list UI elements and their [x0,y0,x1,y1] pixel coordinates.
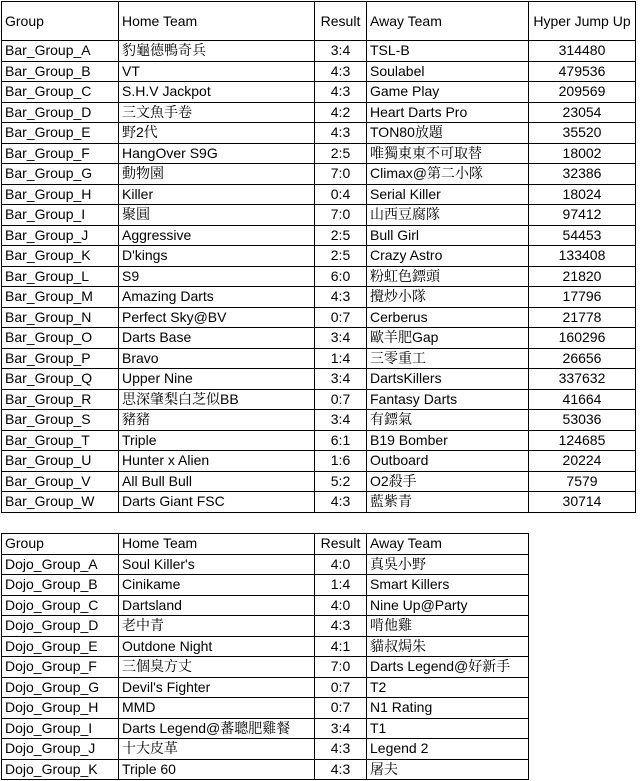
group-cell: Dojo_Group_D [2,616,119,637]
group-cell: Bar_Group_K [2,246,119,267]
result-cell: 1:4 [315,575,367,596]
hyper-jump-up-cell: 133408 [529,246,636,267]
home-team-cell: Darts Base [119,328,315,349]
result-cell: 7:0 [315,164,367,185]
table-row [2,430,636,451]
result-cell: 0:7 [315,698,367,719]
table-row [2,205,636,226]
home-team-cell: 豬豬 [119,410,315,431]
hyper-jump-up-cell: 314480 [529,41,636,62]
group-cell: Bar_Group_O [2,328,119,349]
result-cell: 2:5 [315,225,367,246]
group-cell: Bar_Group_D [2,102,119,123]
table-row [2,164,636,185]
away-team-cell: Darts Legend@好新手 [367,657,529,678]
home-team-cell: Soul Killer's [119,554,315,575]
hyper-jump-up-cell: 7579 [529,471,636,492]
header-result: Result [315,2,367,41]
header-home-team: Home Team [119,2,315,41]
result-cell: 4:1 [315,636,367,657]
group-cell: Bar_Group_W [2,492,119,513]
away-team-cell: 唯獨東東不可取替 [367,143,529,164]
away-team-cell: Outboard [367,451,529,472]
hyper-jump-up-cell: 18002 [529,143,636,164]
group-cell: Bar_Group_Q [2,369,119,390]
table-row [2,410,636,431]
hyper-jump-up-cell: 54453 [529,225,636,246]
group-cell: Dojo_Group_C [2,595,119,616]
away-team-cell: Game Play [367,82,529,103]
table-row [2,451,636,472]
hyper-jump-up-cell: 17796 [529,287,636,308]
group-cell: Bar_Group_S [2,410,119,431]
result-cell: 7:0 [315,205,367,226]
result-cell: 4:2 [315,102,367,123]
result-cell: 1:6 [315,451,367,472]
table-row [2,184,636,205]
home-team-cell: Upper Nine [119,369,315,390]
away-team-cell: Heart Darts Pro [367,102,529,123]
result-cell: 4:3 [315,739,367,760]
away-team-cell: O2殺手 [367,471,529,492]
table-row [2,492,636,513]
group-cell: Bar_Group_V [2,471,119,492]
result-cell: 4:3 [315,492,367,513]
result-cell: 0:4 [315,184,367,205]
home-team-cell: Devil's Fighter [119,677,315,698]
table-row [2,636,529,657]
header-hyper-jump-up: Hyper Jump Up [529,2,636,41]
table-row [2,616,529,637]
table-row [2,82,636,103]
hyper-jump-up-cell: 26656 [529,348,636,369]
hyper-jump-up-cell: 35520 [529,123,636,144]
group-cell: Bar_Group_J [2,225,119,246]
table-row [2,554,529,575]
group-cell: Bar_Group_P [2,348,119,369]
away-team-cell: 屠夫 [367,759,529,780]
hyper-jump-up-cell: 124685 [529,430,636,451]
away-team-cell: TSL-B [367,41,529,62]
home-team-cell: Outdone Night [119,636,315,657]
home-team-cell: Perfect Sky@BV [119,307,315,328]
table-row [2,657,529,678]
result-cell: 6:1 [315,430,367,451]
result-cell: 4:0 [315,595,367,616]
home-team-cell: Darts Legend@蕃聰肥雞餐 [119,718,315,739]
result-cell: 4:3 [315,759,367,780]
result-cell: 3:4 [315,328,367,349]
hyper-jump-up-cell: 337632 [529,369,636,390]
result-cell: 4:3 [315,287,367,308]
away-team-cell: 啃他雞 [367,616,529,637]
table-row [2,225,636,246]
away-team-cell: 有鏢氣 [367,410,529,431]
group-cell: Dojo_Group_I [2,718,119,739]
group-cell: Bar_Group_A [2,41,119,62]
group-cell: Dojo_Group_H [2,698,119,719]
table-row [2,348,636,369]
group-cell: Dojo_Group_F [2,657,119,678]
home-team-cell: Triple 60 [119,759,315,780]
result-cell: 4:3 [315,123,367,144]
table-row [2,266,636,287]
away-team-cell: Legend 2 [367,739,529,760]
result-cell: 0:7 [315,389,367,410]
home-team-cell: All Bull Bull [119,471,315,492]
result-cell: 3:4 [315,410,367,431]
home-team-cell: MMD [119,698,315,719]
bar-header-row [2,2,636,41]
hyper-jump-up-cell: 53036 [529,410,636,431]
away-team-cell: 真吳小野 [367,554,529,575]
home-team-cell: 豹龜德鴨奇兵 [119,41,315,62]
away-team-cell: 三零重工 [367,348,529,369]
group-cell: Bar_Group_G [2,164,119,185]
group-cell: Bar_Group_C [2,82,119,103]
table-row [2,287,636,308]
result-cell: 5:2 [315,471,367,492]
header-result: Result [315,534,367,555]
header-away-team: Away Team [367,2,529,41]
home-team-cell: VT [119,61,315,82]
home-team-cell: 三文魚手卷 [119,102,315,123]
hyper-jump-up-cell: 32386 [529,164,636,185]
away-team-cell: 歐羊肥Gap [367,328,529,349]
result-cell: 4:0 [315,554,367,575]
away-team-cell: DartsKillers [367,369,529,390]
home-team-cell: S9 [119,266,315,287]
result-cell: 3:4 [315,41,367,62]
table-row [2,759,529,780]
group-cell: Bar_Group_T [2,430,119,451]
hyper-jump-up-cell: 21778 [529,307,636,328]
result-cell: 3:4 [315,369,367,390]
result-cell: 4:3 [315,616,367,637]
home-team-cell: Hunter x Alien [119,451,315,472]
away-team-cell: Fantasy Darts [367,389,529,410]
table-row [2,389,636,410]
result-cell: 2:5 [315,143,367,164]
result-cell: 1:4 [315,348,367,369]
dojo-header-row [2,534,529,555]
hyper-jump-up-cell: 23054 [529,102,636,123]
group-cell: Dojo_Group_J [2,739,119,760]
hyper-jump-up-cell: 209569 [529,82,636,103]
table-row [2,739,529,760]
home-team-cell: Killer [119,184,315,205]
group-cell: Dojo_Group_E [2,636,119,657]
table-row [2,575,529,596]
result-cell: 3:4 [315,718,367,739]
group-cell: Dojo_Group_A [2,554,119,575]
home-team-cell: 老中青 [119,616,315,637]
table-row [2,471,636,492]
header-home-team: Home Team [119,534,315,555]
home-team-cell: S.H.V Jackpot [119,82,315,103]
table-row [2,143,636,164]
group-cell: Bar_Group_B [2,61,119,82]
away-team-cell: Crazy Astro [367,246,529,267]
result-cell: 0:7 [315,677,367,698]
hyper-jump-up-cell: 479536 [529,61,636,82]
table-row [2,102,636,123]
group-cell: Bar_Group_H [2,184,119,205]
away-team-cell: T1 [367,718,529,739]
group-cell: Bar_Group_E [2,123,119,144]
home-team-cell: Dartsland [119,595,315,616]
away-team-cell: 貓叔焗朱 [367,636,529,657]
table-row [2,595,529,616]
home-team-cell: Bravo [119,348,315,369]
away-team-cell: 粉虹色鏢頭 [367,266,529,287]
home-team-cell: 思深肇梨白芝似BB [119,389,315,410]
away-team-cell: Climax@第二小隊 [367,164,529,185]
group-cell: Dojo_Group_G [2,677,119,698]
hyper-jump-up-cell: 97412 [529,205,636,226]
away-team-cell: Serial Killer [367,184,529,205]
hyper-jump-up-cell: 160296 [529,328,636,349]
home-team-cell: Amazing Darts [119,287,315,308]
group-cell: Bar_Group_M [2,287,119,308]
away-team-cell: N1 Rating [367,698,529,719]
away-team-cell: Cerberus [367,307,529,328]
group-cell: Bar_Group_U [2,451,119,472]
result-cell: 0:7 [315,307,367,328]
home-team-cell: Cinikame [119,575,315,596]
header-group: Group [2,2,119,41]
table-row [2,677,529,698]
table-row [2,718,529,739]
result-cell: 6:0 [315,266,367,287]
away-team-cell: TON80放題 [367,123,529,144]
away-team-cell: 藍紫青 [367,492,529,513]
result-cell: 4:3 [315,82,367,103]
home-team-cell: 野2代 [119,123,315,144]
table-row [2,61,636,82]
away-team-cell: Bull Girl [367,225,529,246]
table-row [2,328,636,349]
group-cell: Bar_Group_R [2,389,119,410]
group-cell: Bar_Group_L [2,266,119,287]
table-row [2,369,636,390]
away-team-cell: 山西豆腐隊 [367,205,529,226]
group-cell: Dojo_Group_B [2,575,119,596]
header-group: Group [2,534,119,555]
group-cell: Dojo_Group_K [2,759,119,780]
group-cell: Bar_Group_N [2,307,119,328]
result-cell: 4:3 [315,61,367,82]
away-team-cell: B19 Bomber [367,430,529,451]
hyper-jump-up-cell: 30714 [529,492,636,513]
dojo-group-results-table [1,533,529,780]
home-team-cell: 聚圓 [119,205,315,226]
group-cell: Bar_Group_I [2,205,119,226]
home-team-cell: Darts Giant FSC [119,492,315,513]
hyper-jump-up-cell: 21820 [529,266,636,287]
home-team-cell: HangOver S9G [119,143,315,164]
result-cell: 7:0 [315,657,367,678]
hyper-jump-up-cell: 41664 [529,389,636,410]
away-team-cell: Smart Killers [367,575,529,596]
away-team-cell: Soulabel [367,61,529,82]
home-team-cell: 十大皮革 [119,739,315,760]
table-row [2,41,636,62]
table-row [2,123,636,144]
bar-group-results-table [1,1,636,513]
away-team-cell: Nine Up@Party [367,595,529,616]
home-team-cell: Triple [119,430,315,451]
table-row [2,698,529,719]
home-team-cell: Aggressive [119,225,315,246]
header-away-team: Away Team [367,534,529,555]
group-cell: Bar_Group_F [2,143,119,164]
table-row [2,246,636,267]
away-team-cell: T2 [367,677,529,698]
home-team-cell: 動物園 [119,164,315,185]
hyper-jump-up-cell: 18024 [529,184,636,205]
hyper-jump-up-cell: 20224 [529,451,636,472]
table-row [2,307,636,328]
away-team-cell: 攪炒小隊 [367,287,529,308]
home-team-cell: D'kings [119,246,315,267]
home-team-cell: 三個臭方丈 [119,657,315,678]
result-cell: 2:5 [315,246,367,267]
